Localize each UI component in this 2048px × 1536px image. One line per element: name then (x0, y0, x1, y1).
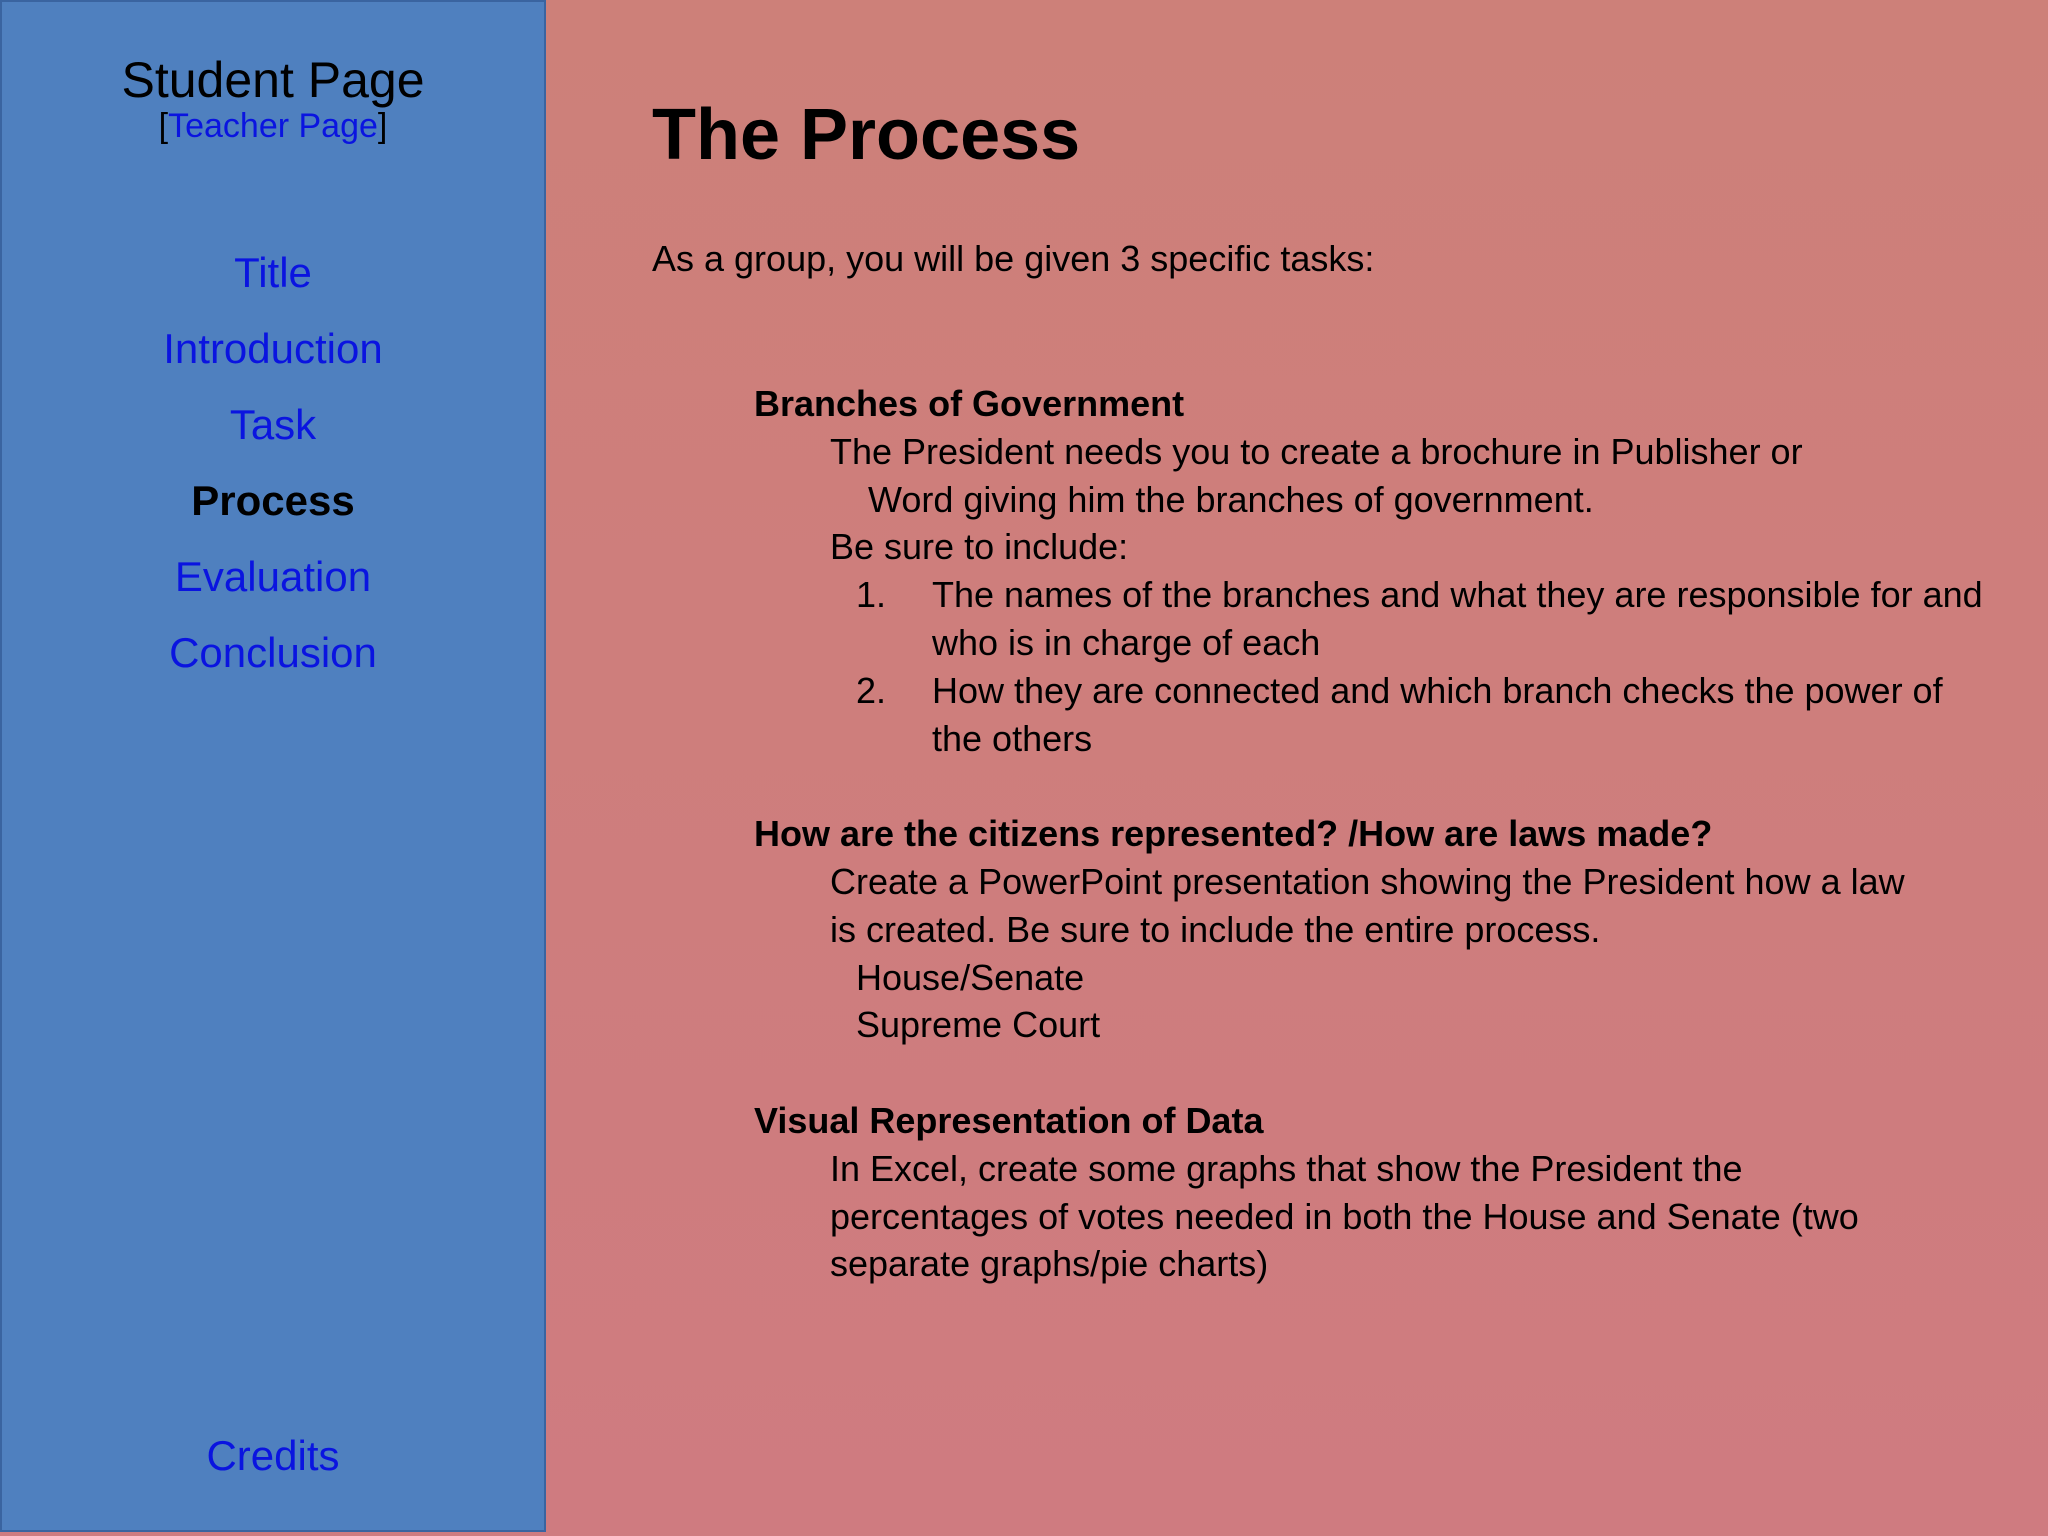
teacher-page-link[interactable]: Teacher Page (168, 107, 378, 145)
list-number: 1. (856, 574, 887, 616)
list-number: 2. (856, 669, 887, 711)
section-body (754, 428, 1994, 763)
numbered-list (830, 571, 1994, 762)
section-heading: Branches of Government (754, 383, 1185, 424)
body-line: separate graphs/pie charts) (830, 1243, 1269, 1285)
list-text: How they are connected and which branch checks the power of the others (932, 669, 1943, 759)
section-body (754, 858, 1994, 1049)
section-body (754, 1145, 1994, 1288)
body-line: Word giving him the branches of government. (868, 478, 1594, 520)
page-title: The Process (652, 95, 1081, 175)
section-data (754, 1097, 1994, 1288)
body-line: In Excel, create some graphs that show the President the (830, 1147, 1743, 1189)
teacher-page-line (2, 108, 544, 144)
section-laws (754, 810, 1994, 1049)
nav-item-conclusion[interactable]: Conclusion (169, 629, 377, 676)
sidebar-header (2, 52, 544, 144)
list-item (856, 667, 1994, 763)
body-line: The President needs you to create a brochure in Publisher or (830, 430, 1803, 472)
body-line: percentages of votes needed in both the House and Senate (two (830, 1195, 1859, 1237)
task-sections (754, 380, 1994, 1336)
section-branches (754, 380, 1994, 762)
bracket-close: ] (377, 107, 388, 145)
nav-item-title[interactable]: Title (234, 249, 312, 296)
nav-item-process: Process (191, 477, 355, 524)
nav-item-introduction[interactable]: Introduction (163, 325, 383, 372)
body-line: Create a PowerPoint presentation showing the President how a law (830, 860, 1905, 902)
list-item (856, 571, 1994, 667)
body-line: Be sure to include: (830, 526, 1129, 568)
sidebar (0, 0, 546, 1532)
sub-item: House/Senate (856, 956, 1085, 998)
nav-item-credits[interactable]: Credits (206, 1432, 340, 1479)
bracket-open: [ (158, 107, 169, 145)
body-line: is created. Be sure to include the entire process. (830, 908, 1601, 950)
sub-item: Supreme Court (856, 1004, 1101, 1046)
section-heading: How are the citizens represented? /How are laws made? (754, 813, 1713, 855)
section-heading: Visual Representation of Data (754, 1099, 1264, 1141)
nav-item-evaluation[interactable]: Evaluation (174, 553, 372, 600)
student-page-title: Student Page (121, 52, 425, 108)
intro-text: As a group, you will be given 3 specific tasks: (652, 238, 1375, 279)
nav-item-task[interactable]: Task (229, 401, 317, 448)
sidebar-nav (2, 235, 544, 691)
list-text: The names of the branches and what they are responsible for and who is in charge of each (932, 574, 1983, 663)
